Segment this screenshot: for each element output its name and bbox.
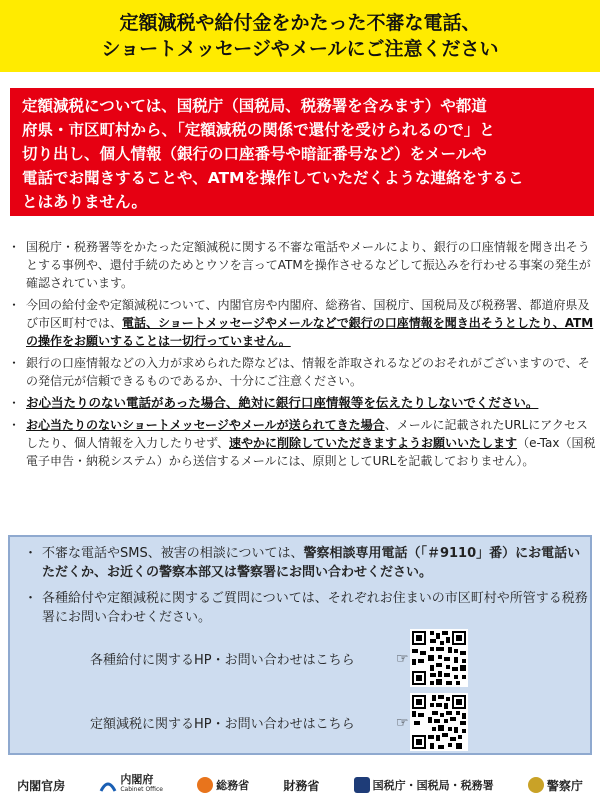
notice-item: ・ 銀行の口座情報などの入力が求められた際などは、情報を詐取されるなどのおそれがございますので、その発信元が信頼できるものであるか、十分にご注意ください。 [8,356,590,388]
mic-logo: 総務省 [197,777,249,793]
tax-reduction-link-label[interactable]: 定額減税に関するHP・お問い合わせはこちら [90,717,355,732]
mic-icon [197,777,213,793]
benefit-link-label[interactable]: 各種給付に関するHP・お問い合わせはこちら [90,653,355,668]
contact-item: ・ 各種給付や定額減税に関するご質問については、それぞれお住まいの市区町村や所管する税務署にお問い合わせください。 [24,591,588,625]
contact-box [8,535,592,755]
qr-code-icon[interactable] [410,629,468,687]
header-title-line2: ショートメッセージやメールにご注意ください [101,38,499,60]
npa-logo: 警察庁 [528,777,583,794]
warning-line: 府県・市区町村から、「定額減税の関係で還付を受けられるので」と [22,121,495,139]
police-badge-icon [528,777,544,793]
warning-line: 切り出し、個人情報（銀行の口座番号や暗証番号など）をメールや [22,145,487,163]
pointing-hand-icon: ☞ [396,650,409,667]
benefit-link-row[interactable] [90,649,409,668]
qr-code-icon[interactable] [410,693,468,751]
warning-line: 電話でお聞きすることや、ATMを操作していただくような連絡をするこ [22,169,524,187]
notice-item: ・ 今回の給付金や定額減税について、内閣官房や内閣府、総務省、国税庁、国税局及び税務署、都道府県及び市区町村では、電話、ショートメッセージやメールなどで銀行の口座情報を聞き出そうとしたり、ATMの操作をお願いすることは一切行っていません。 [8,298,594,348]
warning-box [10,88,594,216]
mof-logo: 財務省 [283,778,320,793]
notice-item: ・ 国税庁・税務署等をかたった定額減税に関する不審な電話やメールにより、銀行の口座情報を聞き出そうとする事例や、還付手続のためとウソを言ってATMを操作させるなどして振込みを行わせる事案の発生が確認されています。 [8,240,591,290]
cabinet-office-logo: 内閣府 Cabinet Office [99,775,163,795]
warning-line: 定額減税については、国税庁（国税局、税務署を含みます）や都道 [22,97,487,115]
notice-item: ・ お心当たりのないショートメッセージやメールが送られてきた場合、メールに記載されたURLにアクセスしたり、個人情報を入力したりせず、速やかに削除していただきますようお願いいたします（e-Tax（国税電子申告・納税システム）から送信するメールには、原則としてURLを記載しておりません）。 [8,418,596,468]
header-title-line1: 定額減税や給付金をかたった不審な電話、 [119,12,481,34]
nta-icon [354,777,370,793]
cabinet-secretariat-logo: 内閣官房 [17,778,66,793]
pointing-hand-icon: ☞ [396,714,409,731]
notice-item: ・ お心当たりのない電話があった場合、絶対に銀行口座情報等を伝えたりしないでください。 [8,395,539,410]
contact-item: ・ 不審な電話やSMS、被害の相談については、警察相談専用電話（「＃9110」番）にお電話いただくか、お近くの警察本部又は警察署にお問い合わせください。 [24,546,581,580]
tax-reduction-link-row[interactable] [90,713,409,732]
nta-logo: 国税庁・国税局・税務署 [354,777,494,793]
footer-logos [0,765,600,805]
page-header [0,0,600,72]
warning-line: とはありません。 [22,193,147,211]
notice-list [8,238,596,474]
cabinet-office-icon [99,777,117,793]
